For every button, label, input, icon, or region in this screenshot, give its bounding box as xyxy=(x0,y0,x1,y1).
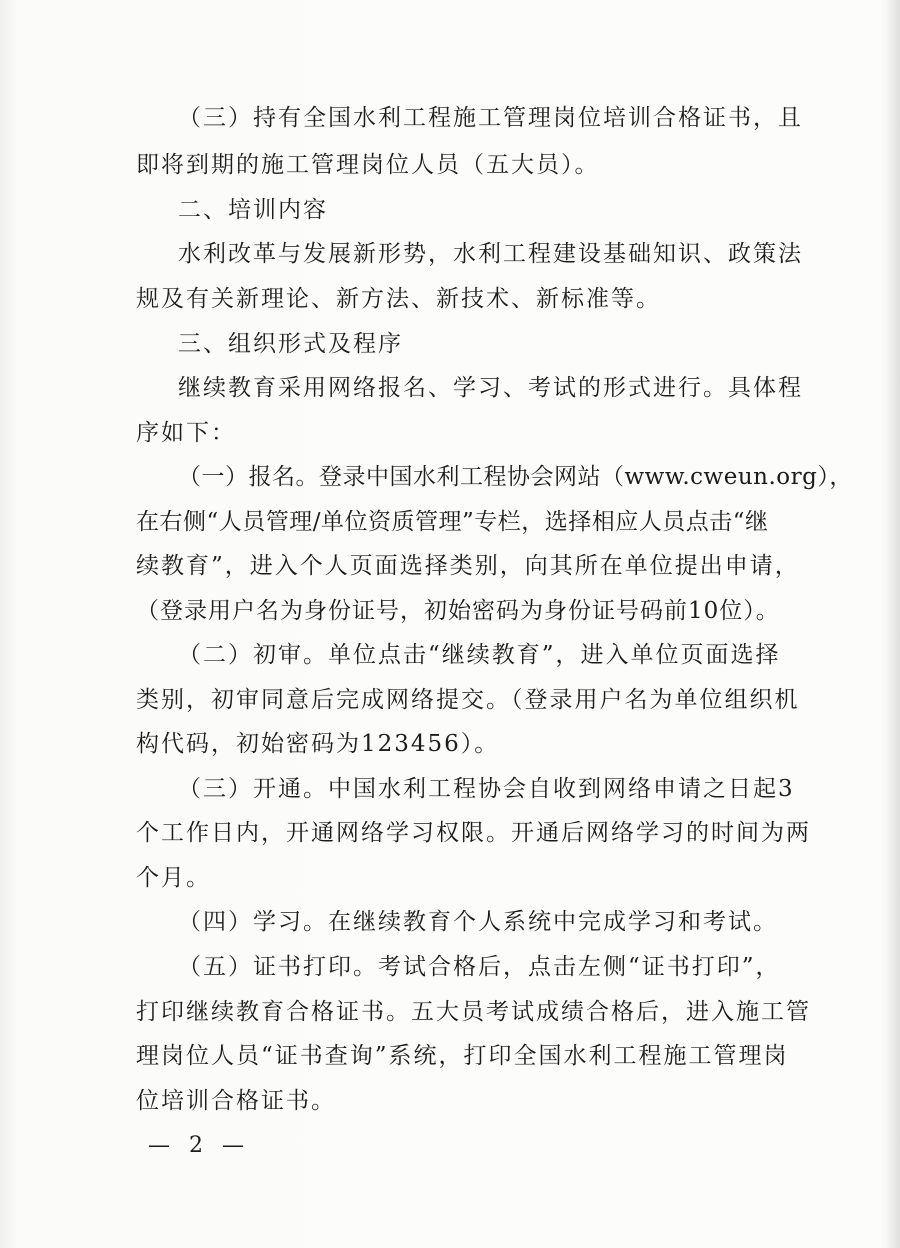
text-line: 规及有关新理论、新方法、新技术、新标准等。 xyxy=(136,286,661,312)
text-line: 序如下： xyxy=(136,420,236,446)
text-line: （登录用户名为身份证号，初始密码为身份证号码前10位）。 xyxy=(136,598,780,624)
section-heading: 二、培训内容 xyxy=(178,197,328,223)
text-line: 个月。 xyxy=(136,865,211,891)
text-line: 即将到期的施工管理岗位人员（五大员）。 xyxy=(136,152,600,178)
section-heading: 三、组织形式及程序 xyxy=(178,331,403,357)
text-line: （三）持有全国水利工程施工管理岗位培训合格证书，且 xyxy=(178,105,803,131)
text-line: 继续教育采用网络报名、学习、考试的形式进行。具体程 xyxy=(178,375,803,401)
text-line: 水利改革与发展新形势，水利工程建设基础知识、政策法 xyxy=(178,241,803,267)
text-line: （三）开通。中国水利工程协会自收到网络申请之日起3 xyxy=(178,776,795,802)
text-line: （五）证书打印。考试合格后，点击左侧“证书打印”， xyxy=(178,954,781,980)
text-line: 位培训合格证书。 xyxy=(136,1088,336,1114)
text-line: （二）初审。单位点击“继续教育”，进入单位页面选择 xyxy=(178,642,781,668)
text-line: 在右侧“人员管理/单位资质管理”专栏，选择相应人员点击“继 xyxy=(136,509,769,535)
text-line: 理岗位人员“证书查询”系统，打印全国水利工程施工管理岗 xyxy=(136,1043,789,1069)
text-line: （四）学习。在继续教育个人系统中完成学习和考试。 xyxy=(178,909,778,935)
text-line: 续教育”，进入个人页面选择类别，向其所在单位提出申请， xyxy=(136,553,800,579)
text-line: 打印继续教育合格证书。五大员考试成绩合格后，进入施工管 xyxy=(136,999,811,1025)
text-line: 构代码，初始密码为123456）。 xyxy=(136,731,500,757)
text-line: 类别，初审同意后完成网络提交。（登录用户名为单位组织机 xyxy=(136,687,800,713)
text-line: （一）报名。登录中国水利工程协会网站（www.cweun.org）， xyxy=(178,464,853,490)
page-number: — 2 — xyxy=(148,1133,250,1158)
text-line: 个工作日内，开通网络学习权限。开通后网络学习的时间为两 xyxy=(136,820,811,846)
